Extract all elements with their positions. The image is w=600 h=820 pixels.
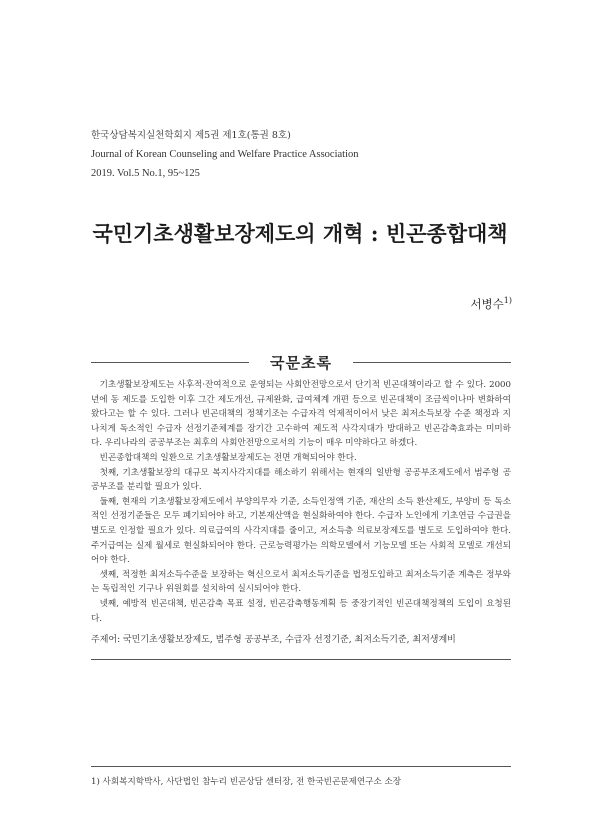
abstract-paragraph: 기초생활보장제도는 사후적·잔여적으로 운영되는 사회안전망으로서 단기적 빈곤대책이라고 할 수 있다. 2000년에 동 제도를 도입한 이후 그간 제도개선, 규제완화, 급여체계 개편 등으로 빈곤대책이 조금씩이나마 변화하여 왔다고는 할 수 있다. 그러나 빈곤대책의 정책기조는 수급자격 억제적이어서 낮은 최저소득보장 수준 책정과 지나치게 독소적인 수급자 선정기준체계를 장기간 고수하여 제도적 사각지대가 방대하고 빈곤감축효과는 미미하다. 우리나라의 공공부조는 최후의 사회안전망으로서의 기능이 매우 미약하다고 하겠다. bbox=[91, 380, 511, 449]
author-name: 서병수 bbox=[470, 297, 504, 311]
author-footnote-mark: 1) bbox=[503, 296, 512, 306]
abstract-heading bbox=[91, 352, 511, 372]
journal-volume: 2019. Vol.5 No.1, 95~125 bbox=[91, 168, 200, 179]
abstract-body bbox=[91, 378, 511, 626]
abstract-paragraph: 넷째, 예방적 빈곤대책, 빈곤감축 목표 설정, 빈곤감축행동계획 등 중장기적인 빈곤대책정책의 도입이 요청된다. bbox=[91, 598, 511, 624]
heading-rule-right bbox=[353, 362, 511, 363]
abstract-paragraph: 셋째, 적정한 최저소득수준을 보장하는 혁신으로서 최저소득기준을 법정도입하고 최저소득기준 계측은 정부와는 독립적인 기구나 위원회를 설치하여 실시되어야 한다. bbox=[91, 569, 511, 595]
keywords: 주제어: 국민기초생활보장제도, 범주형 공공부조, 수급자 선정기준, 최저소득기준, 최저생계비 bbox=[91, 635, 456, 645]
abstract-paragraph: 둘째, 현재의 기초생활보장제도에서 부양의무자 기준, 소득인정액 기준, 재산의 소득 환산제도, 부양비 등 독소적인 선정기준들은 모두 폐기되어야 하고, 기본재산액을 현실화하여야 한다. 수급자 노인에게 기초연금 수급권을 별도로 인정할 필요가 있다. 의료급여의 사각지대를 줄이고, 저소득층 의료보장제도를 별도로 도입하여야 한다. 주거급여는 실제 월세로 현실화되어야 한다. 근로능력평가는 의학모델에서 기능모델 또는 사회적 모델로 개선되어야 한다. bbox=[91, 496, 511, 566]
footnote: 1) 사회복지학박사, 사단법인 참누리 빈곤상담 센터장, 전 한국빈곤문제연구소 소장 bbox=[91, 777, 402, 787]
journal-header bbox=[91, 126, 511, 183]
keywords-divider bbox=[91, 659, 511, 660]
author bbox=[470, 296, 512, 312]
abstract-paragraph: 첫째, 기초생활보장의 대규모 복지사각지대를 해소하기 위해서는 현재의 일반형 공공부조제도에서 범주형 공공부조를 분리할 필요가 있다. bbox=[91, 467, 511, 493]
abstract-paragraph: 빈곤종합대책의 일환으로 기초생활보장제도는 전면 개혁되어야 한다. bbox=[99, 452, 357, 463]
paper-title: 국민기초생활보장제도의 개혁 : 빈곤종합대책 bbox=[92, 221, 508, 246]
abstract-heading-label: 국문초록 bbox=[270, 354, 332, 372]
heading-rule-left bbox=[91, 362, 249, 363]
footnote-divider bbox=[91, 766, 511, 767]
journal-english-name: Journal of Korean Counseling and Welfare Practice Association bbox=[91, 149, 359, 160]
journal-korean-name: 한국상담복지실천학회지 제5권 제1호(통권 8호) bbox=[91, 130, 291, 141]
